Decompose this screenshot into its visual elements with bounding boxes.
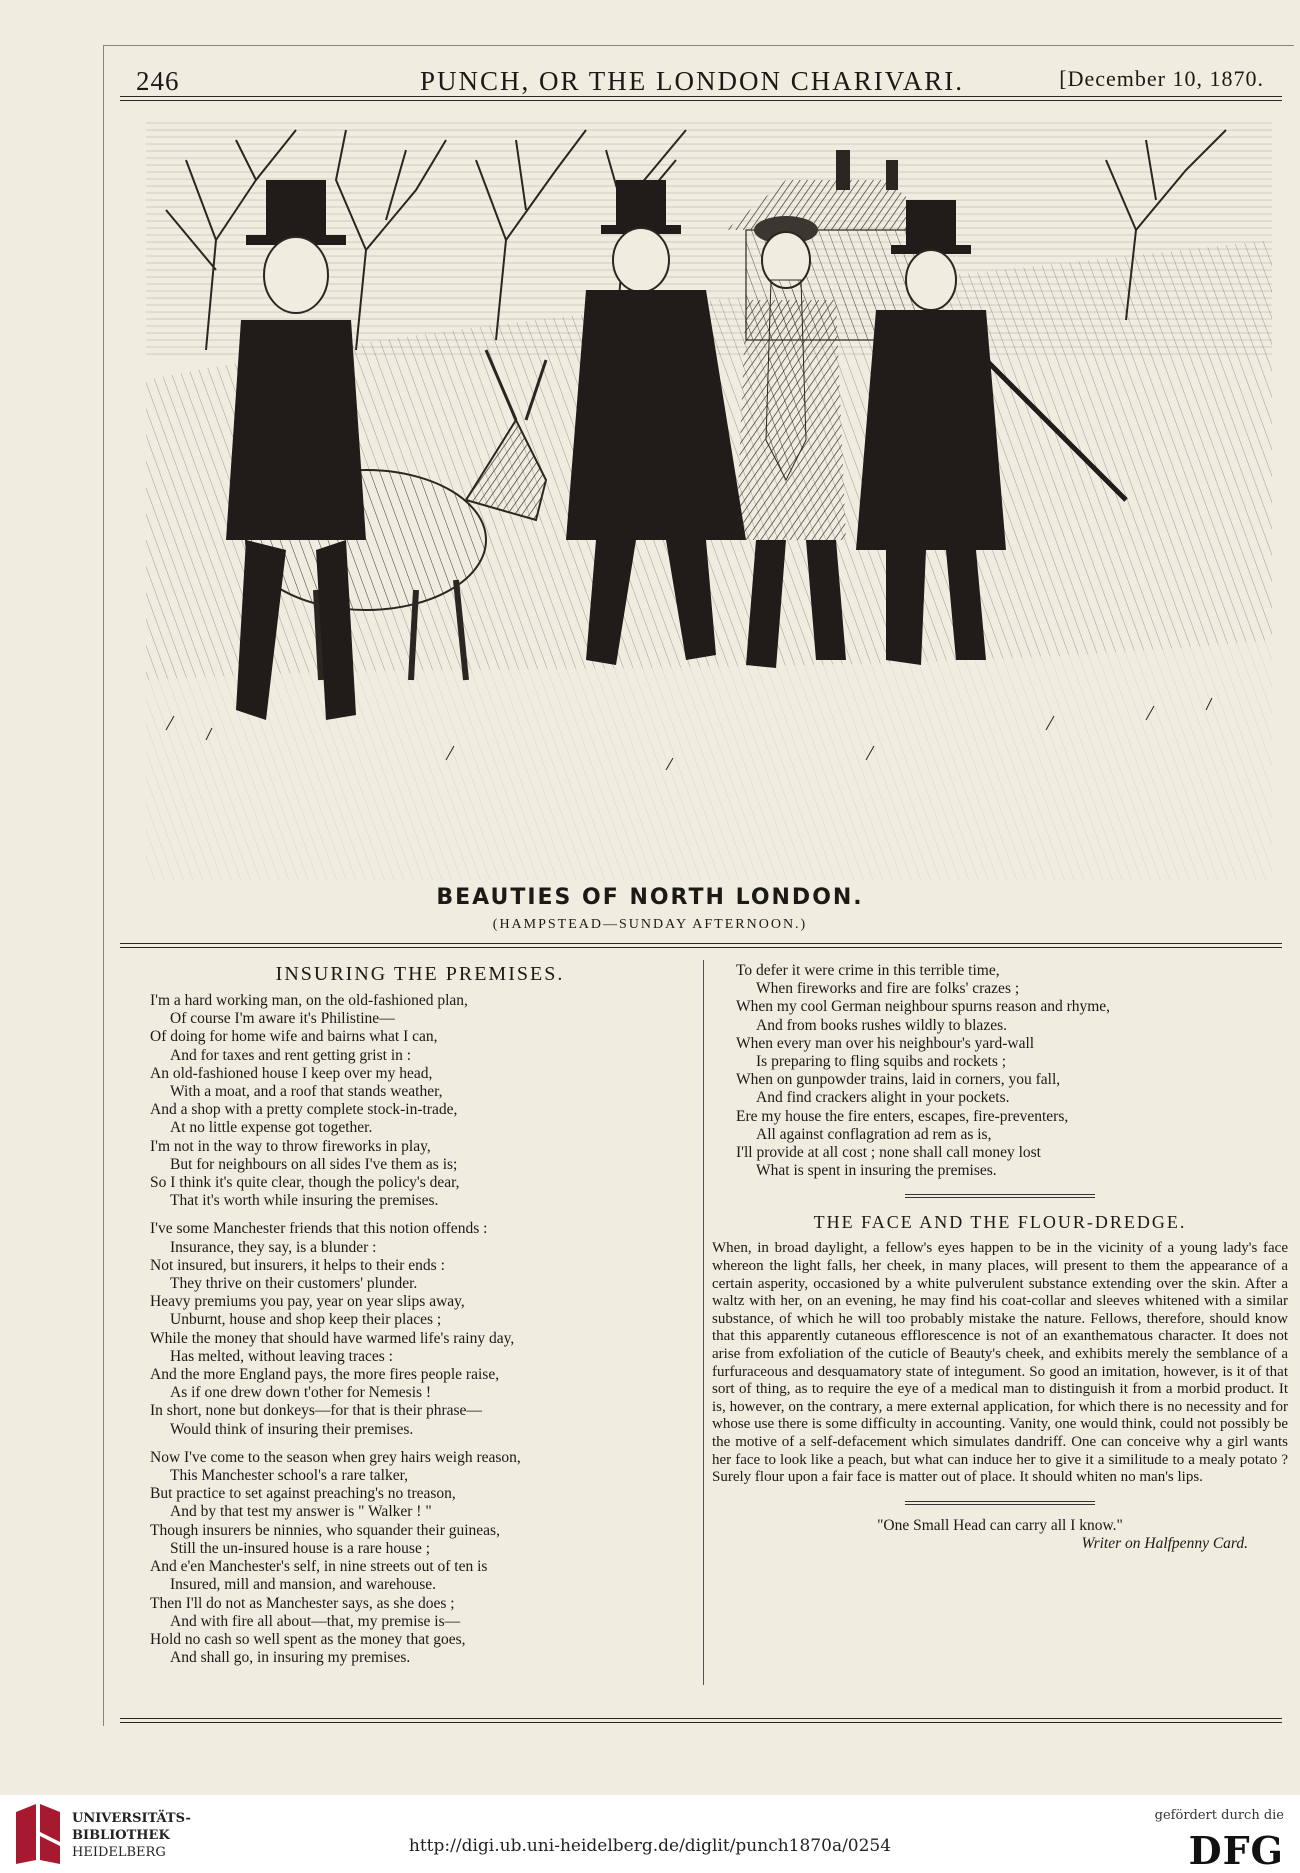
right-column — [712, 962, 1288, 1553]
poem-line: And a shop with a pretty complete stock-in-trade, — [150, 1101, 458, 1119]
poem-line: With a moat, and a roof that stands weather, — [170, 1083, 443, 1101]
poem-line: Though insurers be ninnies, who squander their guineas, — [150, 1521, 500, 1539]
poem-line: I'll provide at all cost ; none shall call money lost — [736, 1144, 1041, 1162]
poem-column — [150, 962, 690, 1677]
poem-line: When on gunpowder trains, laid in corners, you fall, — [736, 1071, 1061, 1089]
poem-line: Would think of insuring their premises. — [170, 1420, 414, 1438]
poem-line: I've some Manchester friends that this notion offends : — [150, 1220, 488, 1238]
poem-line: This Manchester school's a rare talker, — [170, 1467, 409, 1485]
page-number: 246 — [136, 66, 180, 96]
library-name-line: HEIDELBERG — [72, 1845, 166, 1860]
poem-line: When my cool German neighbour spurns reason and rhyme, — [736, 998, 1111, 1016]
poem-line: Still the un-insured house is a rare house ; — [170, 1539, 431, 1557]
poem-line: While the money that should have warmed life's rainy day, — [150, 1329, 515, 1347]
poem-line: But practice to set against preaching's no treason, — [150, 1485, 456, 1503]
poem-line: What is spent in insuring the premises. — [756, 1162, 997, 1180]
poem-line: Now I've come to the season when grey hairs weigh reason, — [150, 1448, 521, 1466]
poem-line: And with fire all about—that, my premise is— — [170, 1612, 461, 1630]
section-separator — [905, 1194, 1095, 1198]
poem-stanza-4 — [712, 962, 1288, 1180]
poem-line: Ere my house the fire enters, escapes, fire-preventers, — [736, 1107, 1069, 1125]
poem-line: So I think it's quite clear, though the policy's dear, — [150, 1174, 460, 1192]
poem-line: I'm not in the way to throw fireworks in play, — [150, 1137, 431, 1155]
column-divider — [703, 960, 704, 1685]
poem-line: And shall go, in insuring my premises. — [170, 1649, 411, 1667]
poem-line: As if one drew down t'other for Nemesis ! — [170, 1384, 432, 1402]
viewer-footer — [0, 1795, 1300, 1873]
poem-line: Then I'll do not as Manchester says, as she does ; — [150, 1594, 455, 1612]
poem-stanza-2 — [150, 1220, 690, 1438]
poem-line: In short, none but donkeys—for that is their phrase— — [150, 1402, 482, 1420]
poem-line: Of doing for home wife and bairns what I can, — [150, 1028, 438, 1046]
poem-line: When every man over his neighbour's yard-wall — [736, 1034, 1035, 1052]
poem-line: Is preparing to fling squibs and rockets ; — [756, 1053, 1007, 1071]
dfg-logo: DFG — [1188, 1828, 1284, 1873]
library-name-line: UNIVERSITÄTS- — [72, 1811, 191, 1826]
bottom-rule — [120, 1718, 1282, 1723]
poem-line: But for neighbours on all sides I've them as is; — [170, 1155, 458, 1173]
poem-line: And by that test my answer is " Walker ! " — [170, 1503, 432, 1521]
poem-line: Unburnt, house and shop keep their places ; — [170, 1311, 442, 1329]
illustration-subcaption: (HAMPSTEAD—SUNDAY AFTERNOON.) — [492, 917, 808, 932]
poem-line: Insurance, they say, is a blunder : — [170, 1238, 377, 1256]
masthead-title: PUNCH, OR THE LONDON CHARIVARI. — [420, 66, 965, 96]
poem-line: And find crackers alight in your pockets. — [756, 1089, 1010, 1107]
poem-stanza-1 — [150, 992, 690, 1210]
illustration-caption: BEAUTIES OF NORTH LONDON. — [436, 885, 864, 910]
sponsor-label: gefördert durch die — [1154, 1808, 1284, 1823]
poem-line: Hold no cash so well spent as the money that goes, — [150, 1630, 466, 1648]
engraving-illustration — [146, 120, 1272, 880]
poem-line: They thrive on their customers' plunder. — [170, 1275, 418, 1293]
quote-attribution: Writer on Halfpenny Card. — [1081, 1534, 1248, 1552]
poem-line: I'm a hard working man, on the old-fashioned plan, — [150, 992, 468, 1009]
poem-line: And e'en Manchester's self, in nine streets out of ten is — [150, 1558, 488, 1576]
poem-title: INSURING THE PREMISES. — [275, 963, 565, 985]
permalink-url[interactable]: http://digi.ub.uni-heidelberg.de/diglit/punch1870a/0254 — [408, 1836, 892, 1856]
poem-line: Has melted, without leaving traces : — [170, 1347, 393, 1365]
poem-line: All against conflagration ad rem as is, — [756, 1125, 992, 1143]
poem-line: Of course I'm aware it's Philistine— — [170, 1010, 395, 1028]
header-rule — [120, 96, 1282, 101]
section-rule — [120, 943, 1282, 948]
issue-date: [December 10, 1870. — [1059, 66, 1264, 91]
poem-line: Heavy premiums you pay, year on year slips away, — [150, 1293, 465, 1311]
poem-line: And for taxes and rent getting grist in : — [170, 1046, 412, 1064]
library-name-line: BIBLIOTHEK — [72, 1828, 170, 1843]
article-body: When, in broad daylight, a fellow's eyes happen to be in the vicinity of a young lady's face whereon the light falls, her cheek, in many places, will present to them the appearance of a certain asperity, occasioned by a white pulverulent substance extending over the skin. After a waltz with her, on an evening, he may find his coat-collar and sleeves whitened with a similar substance, of which he will too probably mistake the nature. Fellows, therefore, should know that this apparently cutaneous efflorescence is not of an exanthematous character. It does not arise from exfoliation of the cuticle of Beauty's cheek, and exhibits merely the semblance of a furfuraceous and desquamatory state of integument. So good an imitation, however, is it of that sort of thing, as to require the eye of a medical man to distinguish it from a morbid product. It is, however, on the contrary, a mere external application, for which there is no necessity and for whose use there is some difficulty in accounting. Vanity, one would think, could not possibly be the motive of a self-defacement which simulates dandriff. One can conceive why a girl wants her face to look like a peach, but what can induce her to give it a similitude to a mealy potato ? Surely flour upon a fair face is matter out of place. It should whiten no man's lips. — [712, 1240, 1288, 1486]
section-separator — [905, 1501, 1095, 1505]
poem-line: And the more England pays, the more fires people raise, — [150, 1366, 500, 1384]
article-title: THE FACE AND THE FLOUR-DREDGE. — [813, 1212, 1187, 1233]
poem-line: When fireworks and fire are folks' crazes ; — [756, 980, 1020, 998]
poem-line: To defer it were crime in this terrible time, — [736, 962, 1000, 979]
poem-line: An old-fashioned house I keep over my head, — [150, 1064, 433, 1082]
poem-line: Insured, mill and mansion, and warehouse. — [170, 1576, 437, 1594]
poem-stanza-3 — [150, 1449, 690, 1667]
poem-line: That it's worth while insuring the premises. — [170, 1192, 439, 1210]
poem-line: And from books rushes wildly to blazes. — [756, 1016, 1007, 1034]
university-library-logo-icon — [10, 1802, 68, 1866]
closing-quote: "One Small Head can carry all I know." — [877, 1516, 1123, 1534]
poem-line: At no little expense got together. — [170, 1119, 373, 1137]
poem-line: Not insured, but insurers, it helps to their ends : — [150, 1256, 445, 1274]
page-header — [136, 62, 1276, 96]
